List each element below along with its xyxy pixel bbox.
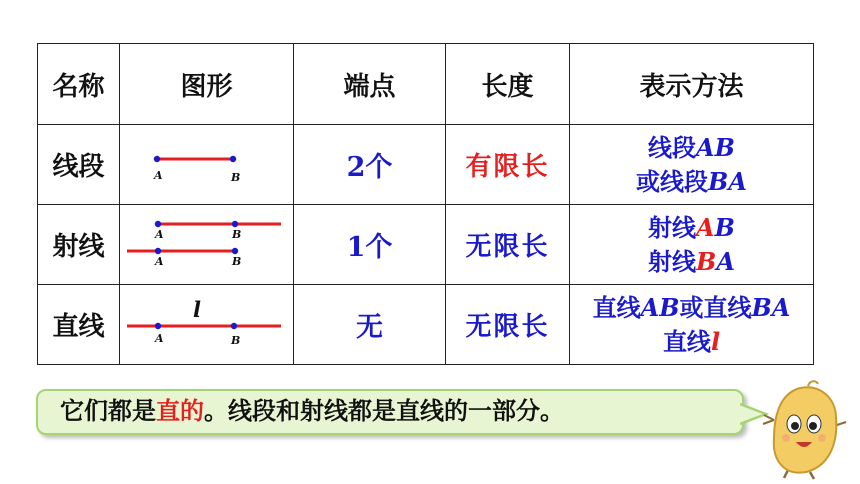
ray-figure bbox=[127, 209, 287, 281]
notation-cell bbox=[570, 205, 814, 285]
bubble-highlight: 直的 bbox=[156, 397, 204, 425]
figure-cell bbox=[120, 285, 294, 365]
notation-line bbox=[570, 245, 813, 279]
notation-part: 射线 bbox=[648, 247, 697, 276]
table-row-segment bbox=[38, 125, 814, 205]
notation-line bbox=[570, 325, 813, 359]
notation-cell bbox=[570, 125, 814, 205]
point-a bbox=[153, 155, 159, 161]
notation-line bbox=[570, 131, 813, 165]
notation-part: BA bbox=[751, 292, 791, 322]
notation-part: 直线 bbox=[662, 327, 711, 356]
header-figure: 图形 bbox=[120, 44, 294, 125]
notation-part: 或线段 bbox=[636, 167, 709, 196]
point-a bbox=[154, 247, 160, 253]
table-row-line bbox=[38, 285, 814, 365]
row-name: 直线 bbox=[38, 285, 120, 365]
row-name: 射线 bbox=[38, 205, 120, 285]
point-b bbox=[230, 322, 236, 328]
label-a: A bbox=[153, 168, 163, 182]
figure-cell bbox=[120, 205, 294, 285]
notation-part: l bbox=[710, 326, 721, 356]
header-name: 名称 bbox=[38, 44, 120, 125]
line-figure bbox=[127, 289, 287, 361]
notation-part: A bbox=[696, 212, 715, 242]
label-b: B bbox=[231, 227, 241, 241]
notation-line bbox=[570, 291, 813, 325]
row-name: 线段 bbox=[38, 125, 120, 205]
notation-part: A bbox=[716, 246, 735, 276]
notation-part: B bbox=[714, 212, 735, 242]
table-row-ray bbox=[38, 205, 814, 285]
comparison-table bbox=[37, 43, 814, 365]
point-b bbox=[231, 247, 237, 253]
notation-part: 直线 bbox=[592, 293, 641, 322]
notation-cell bbox=[570, 285, 814, 365]
label-l: l bbox=[192, 296, 201, 322]
point-a bbox=[154, 220, 160, 226]
notation-part: 射线 bbox=[648, 213, 697, 242]
label-b: B bbox=[230, 170, 240, 184]
point-b bbox=[231, 220, 237, 226]
bubble-text-rest: 。线段和射线都是直线的一部分。 bbox=[204, 397, 564, 425]
header-endpoints: 端点 bbox=[294, 44, 446, 125]
notation-part: 或直线 bbox=[679, 293, 752, 322]
notation-line bbox=[570, 165, 813, 199]
label-a: A bbox=[154, 227, 164, 241]
header-notation: 表示方法 bbox=[570, 44, 814, 125]
notation-part: 线段 bbox=[648, 133, 697, 162]
endpoint-count: 1个 bbox=[294, 205, 446, 285]
label-b: B bbox=[230, 333, 240, 347]
length-text: 有限长 bbox=[446, 125, 570, 205]
endpoint-count: 2个 bbox=[294, 125, 446, 205]
speech-bubble bbox=[36, 389, 744, 435]
length-text: 无限长 bbox=[446, 205, 570, 285]
segment-figure bbox=[127, 129, 287, 201]
notation-line bbox=[570, 211, 813, 245]
notation-part: B bbox=[696, 246, 717, 276]
notation-part: BA bbox=[708, 166, 747, 196]
point-a bbox=[154, 322, 160, 328]
endpoint-count: 无 bbox=[294, 285, 446, 365]
label-a: A bbox=[154, 331, 164, 345]
label-b: B bbox=[231, 254, 241, 268]
header-row bbox=[38, 44, 814, 125]
label-a: A bbox=[154, 254, 164, 268]
notation-part: AB bbox=[696, 132, 735, 162]
potato-mascot-icon bbox=[760, 380, 850, 480]
notation-part: AB bbox=[640, 292, 680, 322]
length-text: 无限长 bbox=[446, 285, 570, 365]
point-b bbox=[229, 155, 235, 161]
figure-cell bbox=[120, 125, 294, 205]
bubble-text: 它们都是 bbox=[60, 397, 156, 425]
header-length: 长度 bbox=[446, 44, 570, 125]
